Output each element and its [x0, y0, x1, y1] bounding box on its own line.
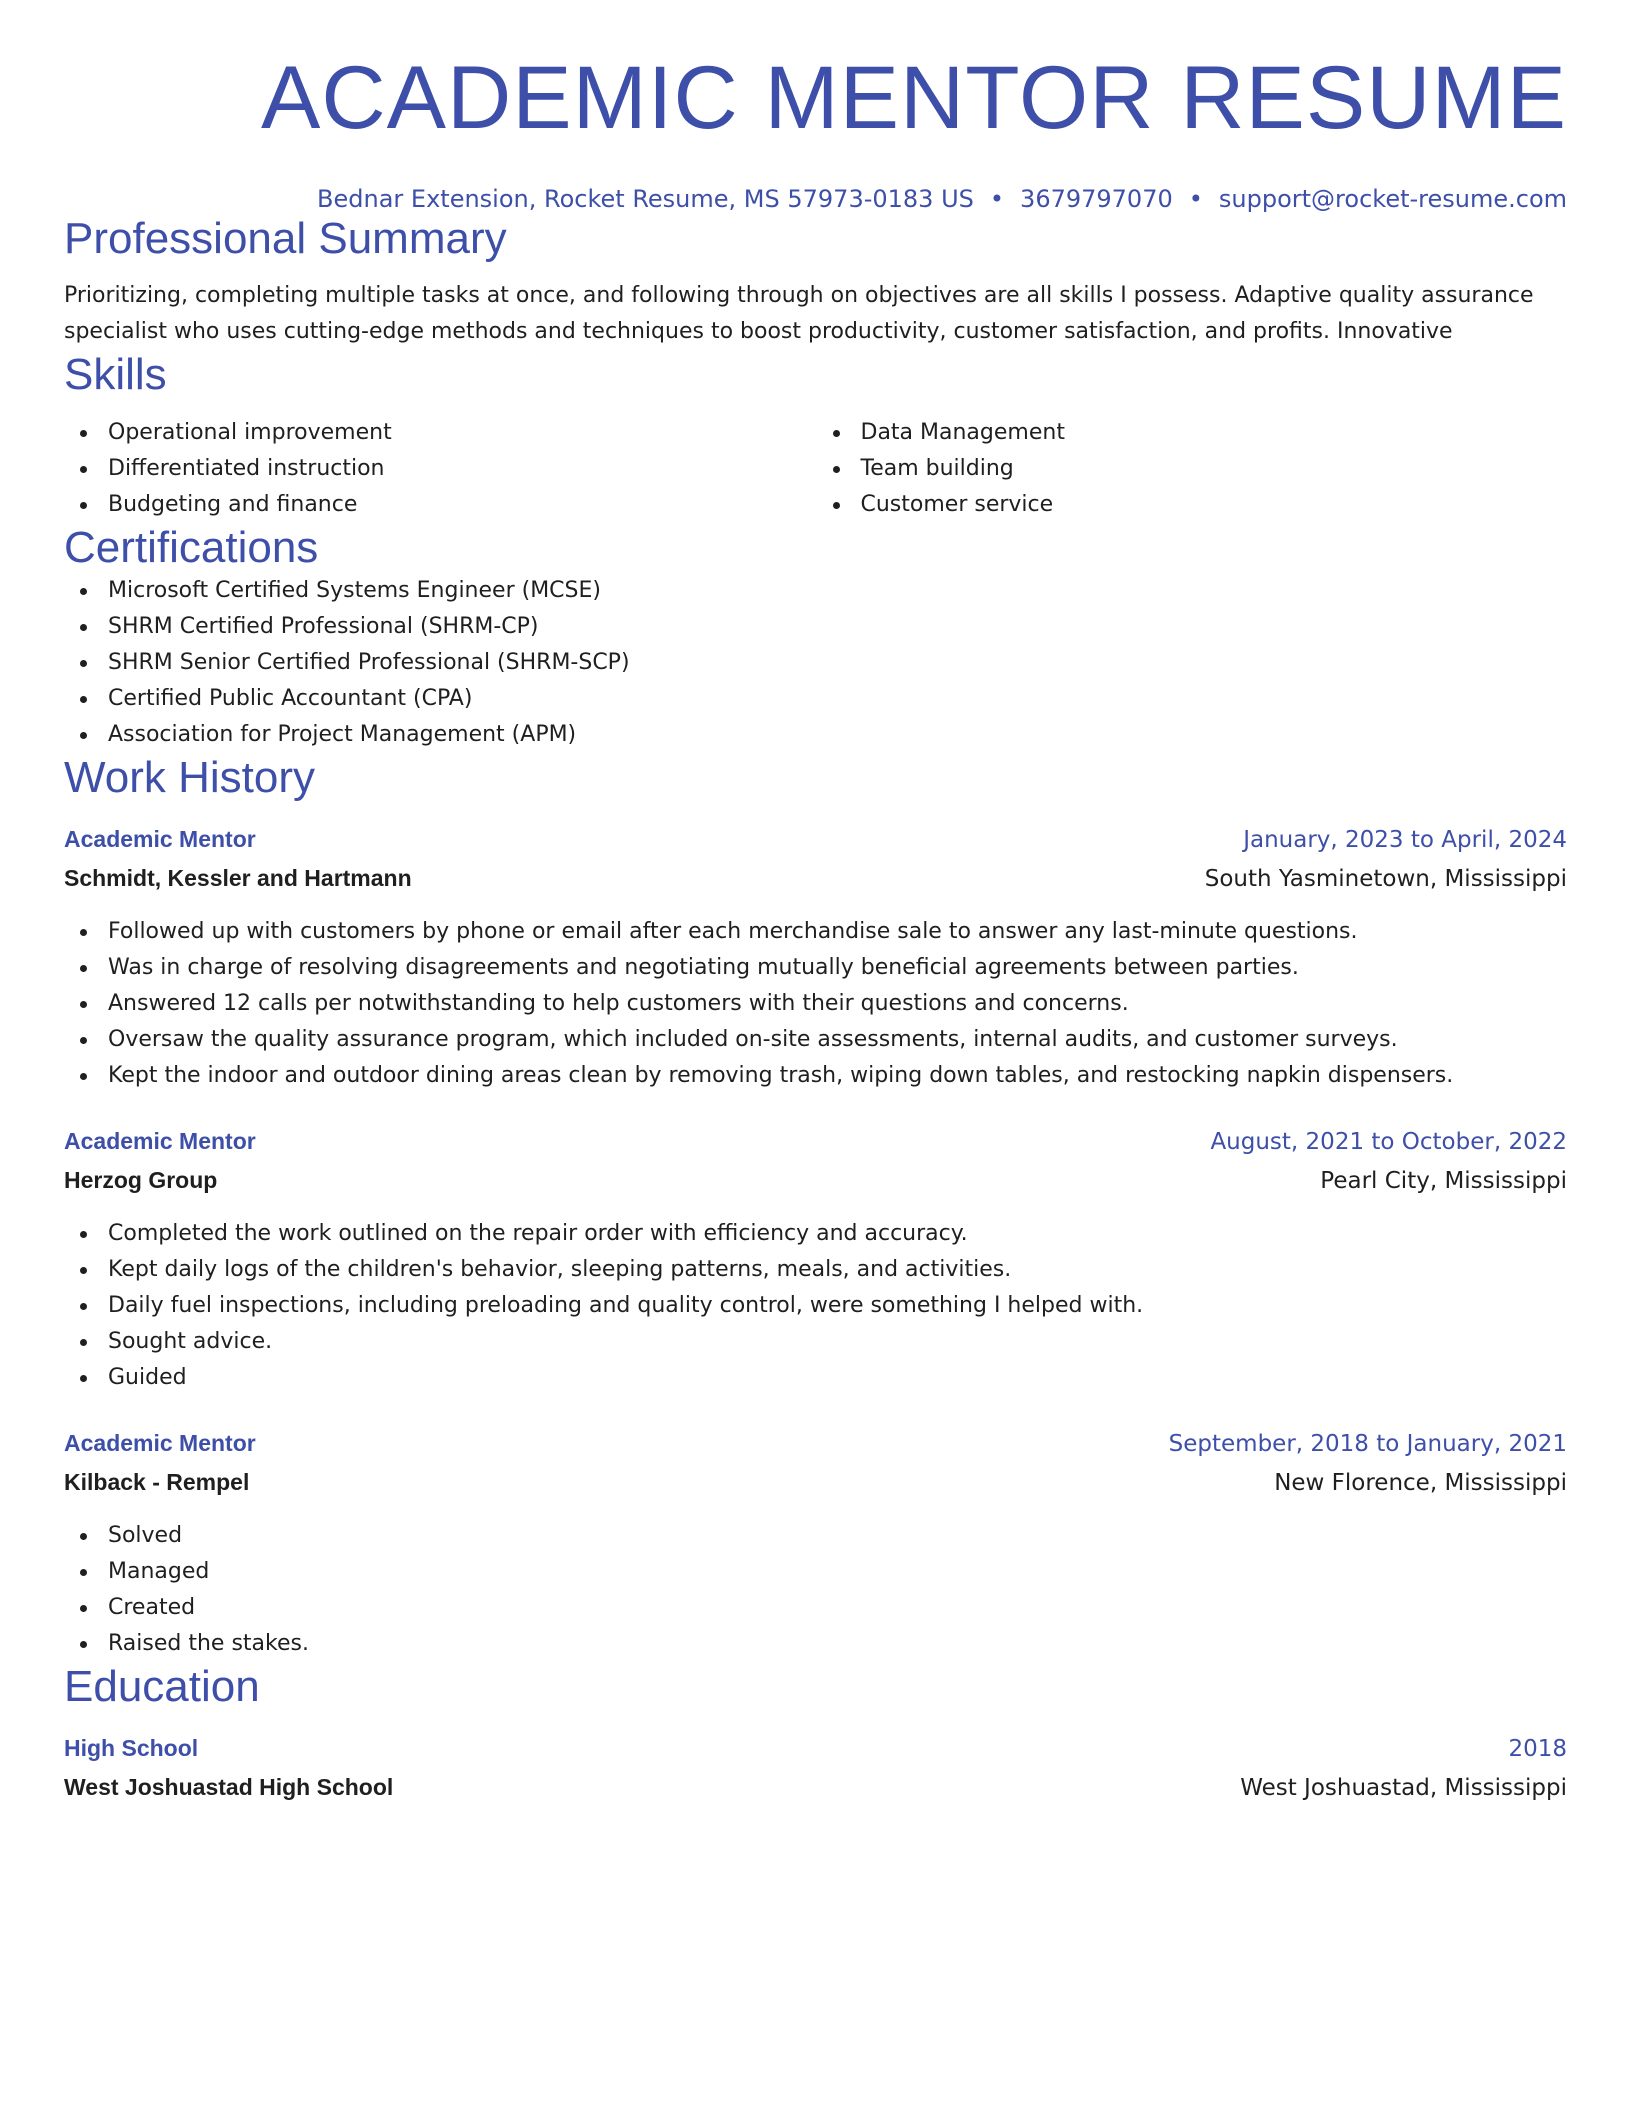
- skill-item: Data Management: [817, 415, 1568, 451]
- job-header-row: [64, 1424, 1567, 1463]
- job-bullet: Kept daily logs of the children's behavior, sleeping patterns, meals, and activities.: [64, 1252, 1567, 1288]
- job-bullet: Answered 12 calls per notwithstanding to help customers with their questions and concerns.: [64, 986, 1567, 1022]
- section-title-summary: Professional Summary: [64, 213, 507, 263]
- address-text: Bednar Extension, Rocket Resume, MS 57973-0183 US: [317, 184, 974, 213]
- education-degree: High School: [64, 1734, 199, 1761]
- skill-item: Customer service: [817, 487, 1568, 523]
- job-bullet: Guided: [64, 1360, 1567, 1396]
- email-link[interactable]: support@rocket-resume.com: [1218, 184, 1567, 213]
- job-header-row: [64, 820, 1567, 859]
- job-bullets: [64, 1518, 1567, 1662]
- job-location: South Yasminetown, Mississippi: [1204, 865, 1567, 892]
- section-title-skills: Skills: [64, 350, 167, 400]
- job-bullet: Completed the work outlined on the repair order with efficiency and accuracy.: [64, 1216, 1567, 1252]
- phone-text: 3679797070: [1020, 184, 1173, 213]
- skill-item: Differentiated instruction: [64, 451, 815, 487]
- job-bullet: Followed up with customers by phone or email after each merchandise sale to answer any last-minute questions.: [64, 914, 1567, 950]
- separator-dot: •: [1188, 184, 1203, 213]
- skill-item: Operational improvement: [64, 415, 815, 451]
- contact-line: [64, 185, 1567, 214]
- job-company-row: [64, 1463, 1567, 1502]
- job-company-row: [64, 1161, 1567, 1200]
- job-entry: [64, 1424, 1567, 1662]
- job-bullet: Daily fuel inspections, including preloading and quality control, were something I helped with.: [64, 1288, 1567, 1324]
- skills-list: [64, 415, 1567, 523]
- job-bullet: Created: [64, 1590, 1567, 1626]
- job-dates: January, 2023 to April, 2024: [1243, 826, 1567, 853]
- job-bullet: Oversaw the quality assurance program, which included on-site assessments, internal audits, and customer surveys.: [64, 1022, 1567, 1058]
- education-location: West Joshuastad, Mississippi: [1240, 1774, 1567, 1801]
- job-bullets: [64, 1216, 1567, 1396]
- skill-item: Budgeting and finance: [64, 487, 815, 523]
- job-company: Kilback - Rempel: [64, 1468, 250, 1495]
- section-title-work-history: Work History: [64, 753, 315, 803]
- certification-item: SHRM Certified Professional (SHRM-CP): [64, 609, 1567, 645]
- education-school: West Joshuastad High School: [64, 1773, 394, 1800]
- job-company: Schmidt, Kessler and Hartmann: [64, 864, 412, 891]
- job-bullet: Raised the stakes.: [64, 1626, 1567, 1662]
- job-entry: [64, 820, 1567, 1094]
- certification-item: Certified Public Accountant (CPA): [64, 681, 1567, 717]
- job-entry: [64, 1122, 1567, 1396]
- skill-item: Team building: [817, 451, 1568, 487]
- skills-column-right: [815, 415, 1568, 523]
- job-company: Herzog Group: [64, 1166, 218, 1193]
- separator-dot: •: [989, 184, 1005, 213]
- job-title: Academic Mentor: [64, 825, 256, 852]
- section-title-certifications: Certifications: [64, 522, 319, 572]
- job-title: Academic Mentor: [64, 1429, 256, 1456]
- education-year: 2018: [1508, 1735, 1567, 1762]
- certification-item: Association for Project Management (APM): [64, 717, 1567, 753]
- job-bullet: Sought advice.: [64, 1324, 1567, 1360]
- job-dates: August, 2021 to October, 2022: [1210, 1128, 1567, 1155]
- job-bullet: Solved: [64, 1518, 1567, 1554]
- job-location: New Florence, Mississippi: [1274, 1469, 1567, 1496]
- certification-item: SHRM Senior Certified Professional (SHRM-SCP): [64, 645, 1567, 681]
- job-bullets: [64, 914, 1567, 1094]
- job-dates: September, 2018 to January, 2021: [1168, 1430, 1567, 1457]
- education-entry: [64, 1729, 1567, 1807]
- job-company-row: [64, 859, 1567, 898]
- job-bullet: Managed: [64, 1554, 1567, 1590]
- resume-title: ACADEMIC MENTOR RESUME: [260, 47, 1567, 147]
- certification-item: Microsoft Certified Systems Engineer (MCSE): [64, 573, 1567, 609]
- education-school-row: [64, 1768, 1567, 1807]
- job-bullet: Kept the indoor and outdoor dining areas clean by removing trash, wiping down tables, and restocking napkin dispensers.: [64, 1058, 1567, 1094]
- section-title-education: Education: [64, 1661, 260, 1711]
- certifications-list: [64, 573, 1567, 753]
- job-location: Pearl City, Mississippi: [1320, 1167, 1567, 1194]
- job-header-row: [64, 1122, 1567, 1161]
- education-header-row: [64, 1729, 1567, 1768]
- job-bullet: Was in charge of resolving disagreements and negotiating mutually beneficial agreements between parties.: [64, 950, 1567, 986]
- skills-column-left: [64, 415, 815, 523]
- job-title: Academic Mentor: [64, 1127, 256, 1154]
- summary-text: Prioritizing, completing multiple tasks at once, and following through on objectives are all skills I possess. Adaptive quality assurance specialist who uses cutting-edge methods and techniques to boost productivity, customer satisfaction, and profits. Innovative: [64, 283, 1534, 345]
